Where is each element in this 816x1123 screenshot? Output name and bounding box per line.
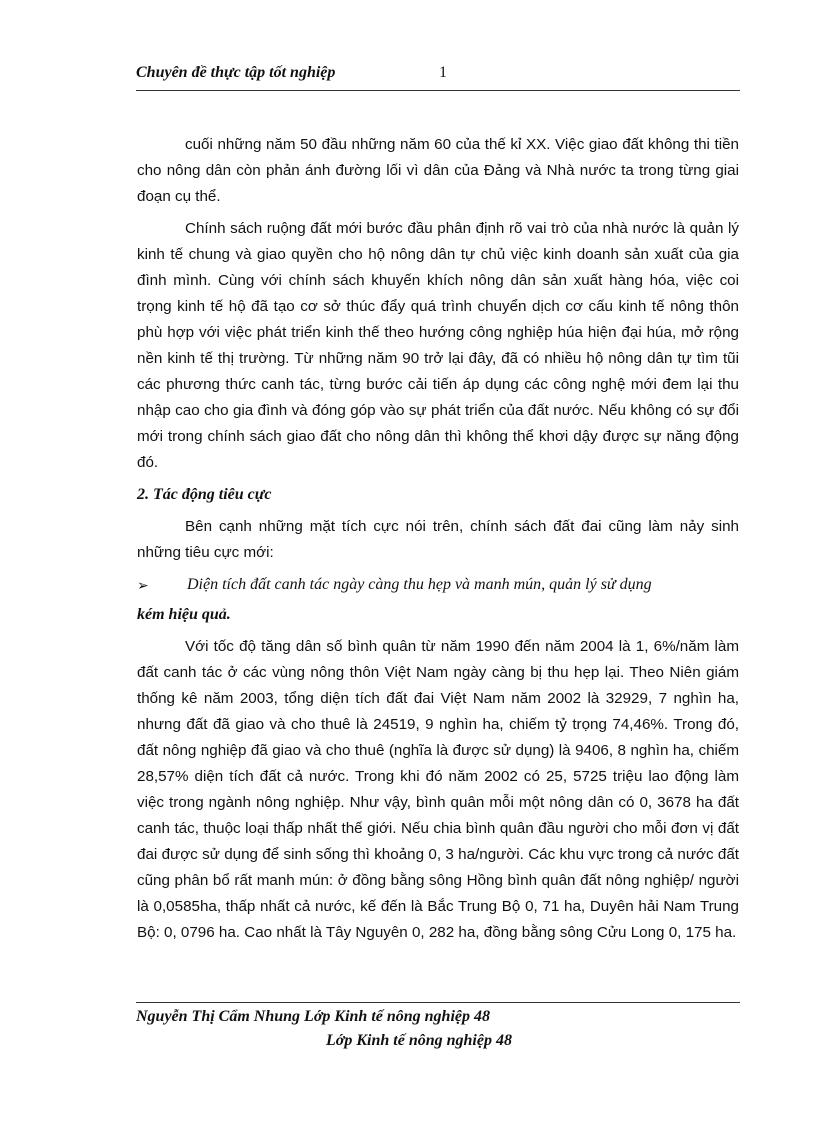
paragraph-3: Bên cạnh những mặt tích cực nói trên, chính sách đất đai cũng làm nảy sinh những tiêu cực mới: — [137, 518, 739, 561]
bullet-text-line1: Diện tích đất canh tác ngày càng thu hẹp và manh mún, quản lý sử dụng — [187, 576, 652, 593]
page-number: 1 — [439, 64, 447, 81]
bullet-text-line2: kém hiệu quả. — [137, 606, 231, 623]
bullet-item — [137, 572, 739, 628]
arrow-bullet-icon: ➢ — [137, 577, 149, 593]
footer-divider — [136, 1002, 740, 1003]
footer-class: Lớp Kinh tế nông nghiệp 48 — [326, 1032, 512, 1049]
paragraph-2: Chính sách ruộng đất mới bước đầu phân định rõ vai trò của nhà nước là quản lý kinh tế chung và giao quyền cho hộ nông dân tự chủ việc kinh doanh sản xuất của gia đình mình. Cùng với chính sách khuyến khích nông dân sản xuất hàng hóa, việc coi trọng kinh tế hộ đã tạo cơ sở thúc đẩy quá trình chuyển dịch cơ cấu kinh tế nông thôn phù hợp với việc phát triển kinh thế theo hướng công nghiệp húa hiện đại húa, mở rộng nền kinh tế thị trường. Từ những năm 90 trở lại đây, đã có nhiều hộ nông dân tự tìm tũi các phương thức canh tác, từng bước cải tiến áp dụng các công nghệ mới đem lại thu nhập cao cho gia đình và đóng góp vào sự phát triển của đất nước. Nếu không có sự đổi mới trong chính sách giao đất cho nông dân thì không thể khơi dậy được sự năng động đó. — [137, 220, 739, 471]
paragraph-4: Với tốc độ tăng dân số bình quân từ năm 1990 đến năm 2004 là 1, 6%/năm làm đất canh tác ở các vùng nông thôn Việt Nam ngày càng bị thu hẹp lại. Theo Niên giám thống kê năm 2003, tổng diện tích đất đai Việt Nam năm 2002 là 32929, 7 nghìn ha, nhưng đất đã giao và cho thuê là 24519, 9 nghìn ha, chiếm tỷ trọng 74,46%. Trong đó, đất nông nghiệp đã giao và cho thuê (nghĩa là được sử dụng) là 9406, 8 nghìn ha, chiếm 28,57% diện tích đất cả nước. Trong khi đó năm 2002 có 25, 5725 triệu lao động làm việc trong ngành nông nghiệp. Như vậy, bình quân mỗi một nông dân có 0, 3678 ha đất canh tác, thuộc loại thấp nhất thế giới. Nếu chia bình quân đầu người cho mỗi đơn vị đất đai được sử dụng để sinh sống thì khoảng 0, 3 ha/người. Các khu vực trong cả nước đất cũng phân bổ rất manh mún: ở đồng bằng sông Hồng bình quân đất nông nghiệp/ người là 0,0585ha, thấp nhất cả nước, kế đến là Bắc Trung Bộ 0, 71 ha, Duyên hải Nam Trung Bộ: 0, 0796 ha. Cao nhất là Tây Nguyên 0, 282 ha, đồng bằng sông Cửu Long 0, 175 ha. — [137, 638, 739, 941]
section-heading: 2. Tác động tiêu cực — [137, 486, 272, 503]
document-body — [137, 132, 739, 952]
header-title: Chuyên đề thực tập tốt nghiệp — [136, 64, 336, 81]
footer-author: Nguyễn Thị Cẩm Nhung Lớp Kinh tế nông nghiệp 48 — [136, 1008, 490, 1025]
paragraph-1: cuối những năm 50 đầu những năm 60 của thế kỉ XX. Việc giao đất không thi tiền cho nông dân còn phản ánh đường lối vì dân của Đảng và Nhà nước ta trong từng giai đoạn cụ thể. — [137, 136, 739, 205]
page-header — [136, 62, 740, 91]
